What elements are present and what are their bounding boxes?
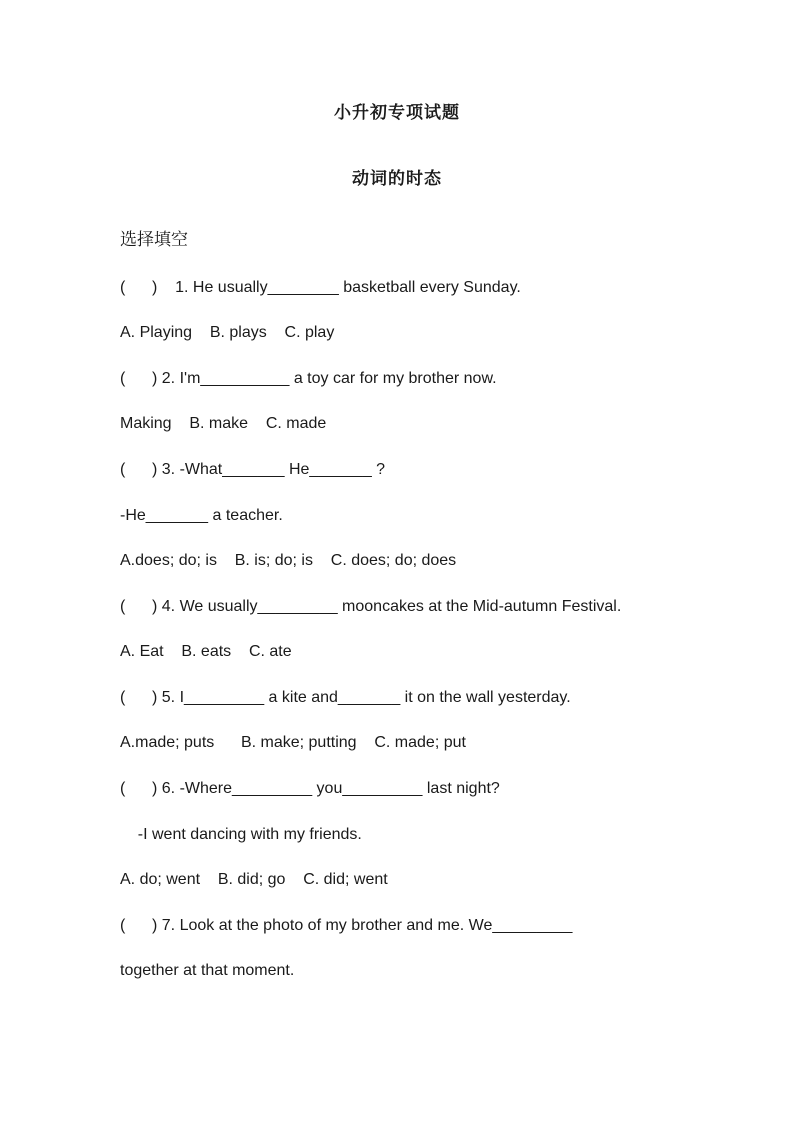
question-3: ( ) 3. -What_______ He_______ ? — [120, 461, 386, 478]
question-5-options: A.made; puts B. make; putting C. made; put — [120, 734, 466, 751]
question-2-options: Making B. make C. made — [120, 415, 327, 432]
question-7-continued: together at that moment. — [120, 962, 295, 979]
question-4-options: A. Eat B. eats C. ate — [120, 643, 292, 660]
question-3-options: A.does; do; is B. is; do; is C. does; do; does — [120, 552, 457, 569]
question-6-reply: -I went dancing with my friends. — [120, 826, 362, 843]
question-3-answer-line: -He_______ a teacher. — [120, 507, 283, 524]
question-1-options: A. Playing B. plays C. play — [120, 324, 335, 341]
document-title: 小升初专项试题 — [334, 103, 460, 122]
question-4: ( ) 4. We usually_________ mooncakes at the Mid-autumn Festival. — [120, 598, 622, 615]
section-heading: 选择填空 — [120, 230, 188, 249]
question-7: ( ) 7. Look at the photo of my brother and me. We_________ — [120, 917, 573, 934]
question-6: ( ) 6. -Where_________ you_________ last night? — [120, 780, 500, 797]
question-6-options: A. do; went B. did; go C. did; went — [120, 871, 388, 888]
question-1: ( ) 1. He usually________ basketball every Sunday. — [120, 279, 521, 296]
document-subtitle: 动词的时态 — [352, 169, 442, 188]
question-2: ( ) 2. I'm__________ a toy car for my brother now. — [120, 370, 497, 387]
question-5: ( ) 5. I_________ a kite and_______ it on the wall yesterday. — [120, 689, 571, 706]
